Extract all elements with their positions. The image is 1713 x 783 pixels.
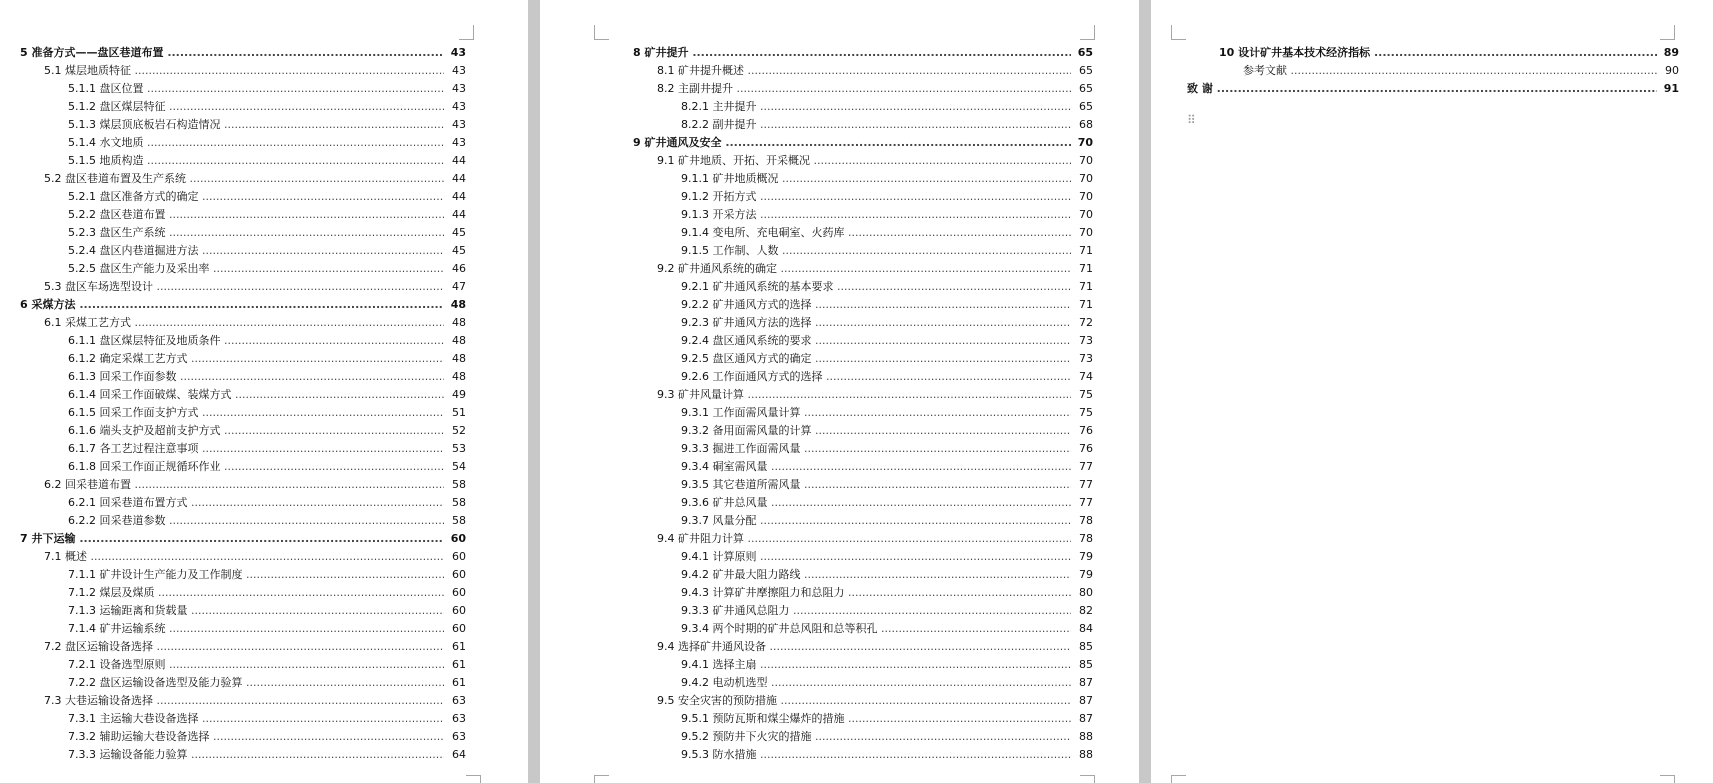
toc-entry-page-number: 87 — [1079, 676, 1093, 689]
toc-entry-page-number: 87 — [1079, 712, 1093, 725]
toc-entry-title: 9.2.6 工作面通风方式的选择 ..... — [681, 368, 1071, 386]
toc-entry[interactable] — [68, 440, 466, 458]
document-page-3 — [1151, 0, 1713, 783]
toc-entry-title: 9.3.7 风量分配 ..... — [681, 512, 1071, 530]
toc-entry-title: 9.1.1 矿井地质概况 ..... — [681, 170, 1071, 188]
toc-entry[interactable] — [44, 476, 466, 494]
toc-entry-title: 9.2 矿井通风系统的确定 ..... — [657, 260, 1071, 278]
toc-column-2 — [633, 44, 1093, 764]
toc-entry-page-number: 79 — [1079, 568, 1093, 581]
crop-mark — [1171, 775, 1186, 783]
toc-entry-page-number: 63 — [452, 730, 466, 743]
toc-entry-page-number: 49 — [452, 388, 466, 401]
toc-entry-page-number: 61 — [452, 640, 466, 653]
toc-entry[interactable] — [44, 170, 466, 188]
toc-entry-title: 9.4.2 矿井最大阻力路线 ..... — [681, 566, 1071, 584]
toc-entry-title: 9.1.2 开拓方式 ..... — [681, 188, 1071, 206]
toc-entry-page-number: 71 — [1079, 280, 1093, 293]
crop-mark — [459, 25, 474, 40]
toc-entry-page-number: 82 — [1079, 604, 1093, 617]
toc-entry[interactable] — [681, 476, 1093, 494]
toc-entry-page-number: 76 — [1079, 424, 1093, 437]
toc-entry-title: 6.1.8 回采工作面正规循环作业 ..... — [68, 458, 444, 476]
toc-entry[interactable] — [681, 728, 1093, 746]
toc-entry-title: 8.2.2 副井提升 ..... — [681, 116, 1071, 134]
toc-entry[interactable] — [681, 494, 1093, 512]
toc-entry-title: 9.5 安全灾害的预防措施 ..... — [657, 692, 1071, 710]
toc-entry[interactable] — [68, 206, 466, 224]
toc-entry-page-number: 71 — [1079, 298, 1093, 311]
toc-entry[interactable] — [20, 44, 466, 62]
toc-entry-title: 9.3.4 硐室需风量 ..... — [681, 458, 1071, 476]
toc-entry[interactable] — [68, 188, 466, 206]
toc-entry[interactable] — [1243, 62, 1679, 80]
toc-entry-page-number: 43 — [452, 64, 466, 77]
toc-entry[interactable] — [657, 638, 1093, 656]
toc-entry-page-number: 78 — [1079, 514, 1093, 527]
toc-entry-page-number: 48 — [452, 370, 466, 383]
toc-entry[interactable] — [68, 746, 466, 764]
toc-entry-title: 5.2.1 盘区准备方式的确定 ..... — [68, 188, 444, 206]
toc-entry-title: 9.2.2 矿井通风方式的选择 ..... — [681, 296, 1071, 314]
toc-entry-title: 5.3 盘区车场选型设计 ..... — [44, 278, 444, 296]
toc-entry-title: 9.3.1 工作面需风量计算 ..... — [681, 404, 1071, 422]
toc-entry[interactable] — [68, 260, 466, 278]
toc-entry[interactable] — [68, 728, 466, 746]
toc-entry[interactable] — [681, 242, 1093, 260]
toc-entry[interactable] — [44, 638, 466, 656]
toc-entry[interactable] — [681, 620, 1093, 638]
crop-mark — [594, 25, 609, 40]
toc-entry[interactable] — [68, 710, 466, 728]
toc-entry-title: 7 井下运输 ..... — [20, 530, 444, 548]
toc-entry-title: 9.4.1 选择主扇 ..... — [681, 656, 1071, 674]
toc-entry[interactable] — [681, 422, 1093, 440]
toc-entry-title: 5.1.3 煤层顶底板岩石构造情况 ..... — [68, 116, 444, 134]
toc-entry[interactable] — [657, 62, 1093, 80]
toc-entry-page-number: 91 — [1663, 82, 1679, 95]
toc-entry-title: 6 采煤方法 ..... — [20, 296, 444, 314]
toc-entry[interactable] — [681, 674, 1093, 692]
toc-entry-page-number: 44 — [452, 190, 466, 203]
toc-entry-page-number: 60 — [452, 604, 466, 617]
toc-entry-title: 9.3.2 备用面需风量的计算 ..... — [681, 422, 1071, 440]
toc-entry-page-number: 58 — [452, 496, 466, 509]
toc-entry-title: 9.3.3 矿井通风总阻力 ..... — [681, 602, 1071, 620]
toc-entry-title: 9.2.1 矿井通风系统的基本要求 ..... — [681, 278, 1071, 296]
toc-entry-page-number: 44 — [452, 208, 466, 221]
toc-entry[interactable] — [68, 134, 466, 152]
toc-entry-title: 7.3.3 运输设备能力验算 ..... — [68, 746, 444, 764]
toc-entry-page-number: 52 — [452, 424, 466, 437]
toc-entry-page-number: 78 — [1079, 532, 1093, 545]
toc-entry-title: 9.2.5 盘区通风方式的确定 ..... — [681, 350, 1071, 368]
toc-entry-title: 5.1.2 盘区煤层特征 ..... — [68, 98, 444, 116]
toc-entry[interactable] — [681, 296, 1093, 314]
toc-entry-title: 6.1.6 端头支护及超前支护方式 ..... — [68, 422, 444, 440]
toc-entry-title: 7.1.3 运输距离和货载量 ..... — [68, 602, 444, 620]
toc-entry[interactable] — [681, 458, 1093, 476]
toc-entry[interactable] — [44, 278, 466, 296]
toc-entry[interactable] — [68, 116, 466, 134]
crop-mark — [1171, 25, 1186, 40]
toc-entry-title: 6.2 回采巷道布置 ..... — [44, 476, 444, 494]
toc-entry-page-number: 48 — [452, 334, 466, 347]
toc-entry-page-number: 70 — [1079, 172, 1093, 185]
toc-entry-page-number: 60 — [452, 550, 466, 563]
toc-entry-page-number: 75 — [1079, 406, 1093, 419]
toc-entry-title: 9.4.1 计算原则 ..... — [681, 548, 1071, 566]
toc-entry-title: 10 设计矿井基本技术经济指标 ..... — [1219, 44, 1657, 62]
toc-entry-page-number: 46 — [452, 262, 466, 275]
toc-entry[interactable] — [681, 512, 1093, 530]
toc-entry-title: 5.2.4 盘区内巷道掘进方法 ..... — [68, 242, 444, 260]
toc-entry[interactable] — [68, 386, 466, 404]
toc-entry-title: 9.1.4 变电所、充电硐室、火药库 ..... — [681, 224, 1071, 242]
crop-mark — [1660, 775, 1675, 783]
toc-entry-title: 5.1.5 地质构造 ..... — [68, 152, 444, 170]
toc-entry-page-number: 77 — [1079, 460, 1093, 473]
toc-entry-page-number: 65 — [1079, 100, 1093, 113]
toc-entry-title: 7.1.2 煤层及煤质 ..... — [68, 584, 444, 602]
toc-entry-page-number: 84 — [1079, 622, 1093, 635]
toc-entry-page-number: 85 — [1079, 640, 1093, 653]
toc-entry-title: 9.2.4 盘区通风系统的要求 ..... — [681, 332, 1071, 350]
toc-entry-page-number: 75 — [1079, 388, 1093, 401]
toc-entry[interactable] — [681, 656, 1093, 674]
toc-entry-title: 9.3.4 两个时期的矿井总风阻和总等积孔 ..... — [681, 620, 1071, 638]
toc-entry-page-number: 60 — [450, 532, 466, 545]
toc-entry-title: 9.4.3 计算矿井摩擦阻力和总阻力 ..... — [681, 584, 1071, 602]
toc-entry-page-number: 88 — [1079, 730, 1093, 743]
toc-entry[interactable] — [68, 80, 466, 98]
toc-entry-page-number: 48 — [452, 316, 466, 329]
toc-entry-title: 5.1 煤层地质特征 ..... — [44, 62, 444, 80]
toc-entry-page-number: 63 — [452, 712, 466, 725]
toc-entry[interactable] — [68, 494, 466, 512]
toc-entry[interactable] — [68, 422, 466, 440]
toc-entry-title: 9.3 矿井风量计算 ..... — [657, 386, 1071, 404]
toc-entry-title: 5.2.5 盘区生产能力及采出率 ..... — [68, 260, 444, 278]
toc-entry-page-number: 64 — [452, 748, 466, 761]
drag-handle-icon[interactable]: ⠿ — [1187, 113, 1196, 127]
toc-entry[interactable] — [1219, 44, 1679, 62]
toc-entry-page-number: 77 — [1079, 496, 1093, 509]
toc-entry[interactable] — [68, 152, 466, 170]
toc-entry[interactable] — [68, 350, 466, 368]
toc-entry-title: 6.1 采煤工艺方式 ..... — [44, 314, 444, 332]
toc-entry-page-number: 73 — [1079, 352, 1093, 365]
toc-entry-title: 7.1 概述 ..... — [44, 548, 444, 566]
toc-entry-page-number: 54 — [452, 460, 466, 473]
toc-entry-title: 9.4 选择矿井通风设备 ..... — [657, 638, 1071, 656]
toc-entry-page-number: 70 — [1079, 208, 1093, 221]
toc-entry-page-number: 70 — [1079, 190, 1093, 203]
toc-entry-title: 6.1.2 确定采煤工艺方式 ..... — [68, 350, 444, 368]
toc-entry[interactable] — [68, 368, 466, 386]
toc-entry-title: 7.2 盘区运输设备选择 ..... — [44, 638, 444, 656]
toc-entry-page-number: 60 — [452, 586, 466, 599]
toc-entry[interactable] — [68, 602, 466, 620]
toc-entry-page-number: 70 — [1079, 154, 1093, 167]
toc-entry[interactable] — [681, 404, 1093, 422]
toc-entry[interactable] — [20, 296, 466, 314]
toc-entry-title: 9.3.3 掘进工作面需风量 ..... — [681, 440, 1071, 458]
toc-entry-page-number: 51 — [452, 406, 466, 419]
toc-entry-title: 8.2 主副井提升 ..... — [657, 80, 1071, 98]
toc-entry-title: 9.2.3 矿井通风方法的选择 ..... — [681, 314, 1071, 332]
toc-entry-title: 5 准备方式——盘区巷道布置 ..... — [20, 44, 444, 62]
toc-entry-page-number: 65 — [1079, 82, 1093, 95]
toc-entry[interactable] — [681, 314, 1093, 332]
toc-entry[interactable] — [68, 656, 466, 674]
toc-entry[interactable] — [657, 152, 1093, 170]
document-page-1 — [0, 0, 528, 783]
crop-mark — [1660, 25, 1675, 40]
toc-entry[interactable] — [44, 314, 466, 332]
toc-entry-page-number: 60 — [452, 568, 466, 581]
toc-entry-page-number: 77 — [1079, 478, 1093, 491]
toc-entry-page-number: 70 — [1079, 226, 1093, 239]
toc-entry-page-number: 58 — [452, 514, 466, 527]
toc-entry[interactable] — [68, 674, 466, 692]
toc-entry[interactable] — [20, 530, 466, 548]
toc-entry-title: 5.1.1 盘区位置 ..... — [68, 80, 444, 98]
toc-entry-title: 7.3.1 主运输大巷设备选择 ..... — [68, 710, 444, 728]
toc-entry-title: 9.4.2 电动机选型 ..... — [681, 674, 1071, 692]
toc-entry-page-number: 58 — [452, 478, 466, 491]
toc-entry[interactable] — [681, 188, 1093, 206]
toc-entry[interactable] — [681, 710, 1093, 728]
toc-entry-title: 5.2.3 盘区生产系统 ..... — [68, 224, 444, 242]
toc-entry-title: 7.3 大巷运输设备选择 ..... — [44, 692, 444, 710]
toc-entry-title: 9.4 矿井阻力计算 ..... — [657, 530, 1071, 548]
toc-entry-page-number: 43 — [452, 136, 466, 149]
toc-entry-page-number: 44 — [452, 172, 466, 185]
document-page-2 — [540, 0, 1139, 783]
toc-entry-title: 6.1.1 盘区煤层特征及地质条件 ..... — [68, 332, 444, 350]
toc-entry[interactable] — [68, 404, 466, 422]
toc-entry[interactable] — [681, 224, 1093, 242]
toc-entry-page-number: 90 — [1665, 64, 1679, 77]
toc-entry[interactable] — [68, 620, 466, 638]
toc-entry[interactable] — [681, 116, 1093, 134]
toc-entry-page-number: 88 — [1079, 748, 1093, 761]
toc-entry-title: 5.1.4 水文地质 ..... — [68, 134, 444, 152]
toc-column-1 — [20, 44, 466, 764]
toc-entry-page-number: 73 — [1079, 334, 1093, 347]
toc-entry-page-number: 89 — [1663, 46, 1679, 59]
toc-entry-page-number: 47 — [452, 280, 466, 293]
toc-entry-title: 6.1.4 回采工作面破煤、装煤方式 ..... — [68, 386, 444, 404]
toc-entry-title: 7.1.4 矿井运输系统 ..... — [68, 620, 444, 638]
toc-entry[interactable] — [681, 98, 1093, 116]
toc-entry-page-number: 48 — [452, 352, 466, 365]
toc-entry-page-number: 61 — [452, 676, 466, 689]
toc-entry-title: 9.3.5 其它巷道所需风量 ..... — [681, 476, 1071, 494]
toc-entry-page-number: 72 — [1079, 316, 1093, 329]
toc-entry-title: 7.3.2 辅助运输大巷设备选择 ..... — [68, 728, 444, 746]
toc-entry-page-number: 43 — [452, 82, 466, 95]
toc-entry-page-number: 80 — [1079, 586, 1093, 599]
toc-entry-page-number: 48 — [450, 298, 466, 311]
toc-entry-page-number: 87 — [1079, 694, 1093, 707]
toc-entry[interactable] — [681, 332, 1093, 350]
toc-entry-page-number: 44 — [452, 154, 466, 167]
toc-entry[interactable] — [68, 224, 466, 242]
toc-entry[interactable] — [681, 440, 1093, 458]
toc-entry[interactable] — [681, 602, 1093, 620]
toc-entry-page-number: 85 — [1079, 658, 1093, 671]
toc-entry[interactable] — [633, 134, 1093, 152]
toc-entry-page-number: 65 — [1077, 46, 1093, 59]
toc-entry-page-number: 60 — [452, 622, 466, 635]
toc-entry[interactable] — [657, 386, 1093, 404]
toc-entry[interactable] — [681, 206, 1093, 224]
toc-entry-title: 9.5.1 预防瓦斯和煤尘爆炸的措施 ..... — [681, 710, 1071, 728]
toc-entry-title: 6.2.2 回采巷道参数 ..... — [68, 512, 444, 530]
toc-entry[interactable] — [657, 692, 1093, 710]
toc-entry[interactable] — [681, 584, 1093, 602]
toc-entry-title: 5.2 盘区巷道布置及生产系统 ..... — [44, 170, 444, 188]
toc-entry-page-number: 71 — [1079, 262, 1093, 275]
toc-column-3 — [1187, 44, 1679, 98]
toc-entry[interactable] — [633, 44, 1093, 62]
toc-entry-title: 8.1 矿井提升概述 ..... — [657, 62, 1071, 80]
toc-entry-title: 9 矿井通风及安全 ..... — [633, 134, 1071, 152]
toc-entry[interactable] — [44, 548, 466, 566]
toc-entry[interactable] — [681, 746, 1093, 764]
toc-entry-title: 5.2.2 盘区巷道布置 ..... — [68, 206, 444, 224]
toc-entry-page-number: 65 — [1079, 64, 1093, 77]
toc-entry-title: 8.2.1 主井提升 ..... — [681, 98, 1071, 116]
toc-entry[interactable] — [68, 458, 466, 476]
toc-entry-title: 9.5.2 预防井下火灾的措施 ..... — [681, 728, 1071, 746]
toc-entry[interactable] — [681, 170, 1093, 188]
toc-entry[interactable] — [681, 566, 1093, 584]
toc-entry[interactable] — [68, 584, 466, 602]
toc-entry-title: 8 矿井提升 ..... — [633, 44, 1071, 62]
toc-entry-page-number: 74 — [1079, 370, 1093, 383]
toc-entry-title: 9.1.5 工作制、人数 ..... — [681, 242, 1071, 260]
toc-entry-page-number: 79 — [1079, 550, 1093, 563]
toc-entry-page-number: 53 — [452, 442, 466, 455]
toc-entry[interactable] — [657, 530, 1093, 548]
crop-mark — [594, 775, 609, 783]
toc-entry-page-number: 45 — [452, 226, 466, 239]
toc-entry-page-number: 45 — [452, 244, 466, 257]
toc-entry-page-number: 71 — [1079, 244, 1093, 257]
page-gap — [528, 0, 540, 783]
toc-entry-title: 6.2.1 回采巷道布置方式 ..... — [68, 494, 444, 512]
toc-entry-title: 9.5.3 防水措施 ..... — [681, 746, 1071, 764]
toc-entry-title: 参考文献 ..... — [1243, 62, 1657, 80]
toc-entry-page-number: 43 — [450, 46, 466, 59]
toc-entry-title: 7.1.1 矿井设计生产能力及工作制度 ..... — [68, 566, 444, 584]
toc-entry-page-number: 76 — [1079, 442, 1093, 455]
toc-entry[interactable] — [657, 80, 1093, 98]
toc-entry[interactable] — [657, 260, 1093, 278]
toc-entry-title: 7.2.2 盘区运输设备选型及能力验算 ..... — [68, 674, 444, 692]
crop-mark — [1080, 25, 1095, 40]
toc-entry[interactable] — [68, 98, 466, 116]
toc-entry[interactable] — [1187, 80, 1679, 98]
toc-entry[interactable] — [44, 692, 466, 710]
toc-entry-title: 9.1 矿井地质、开拓、开采概况 ..... — [657, 152, 1071, 170]
toc-entry[interactable] — [68, 242, 466, 260]
toc-entry-page-number: 68 — [1079, 118, 1093, 131]
toc-entry-title: 6.1.7 各工艺过程注意事项 ..... — [68, 440, 444, 458]
toc-entry-title: 6.1.3 回采工作面参数 ..... — [68, 368, 444, 386]
crop-mark — [1080, 775, 1095, 783]
toc-entry-title: 致 谢 ..... — [1187, 80, 1657, 98]
toc-entry-page-number: 61 — [452, 658, 466, 671]
toc-entry[interactable] — [681, 278, 1093, 296]
toc-entry[interactable] — [681, 368, 1093, 386]
toc-entry-title: 6.1.5 回采工作面支护方式 ..... — [68, 404, 444, 422]
toc-entry[interactable] — [681, 548, 1093, 566]
toc-entry[interactable] — [681, 350, 1093, 368]
toc-entry-title: 7.2.1 设备选型原则 ..... — [68, 656, 444, 674]
toc-entry[interactable] — [68, 566, 466, 584]
toc-entry-page-number: 63 — [452, 694, 466, 707]
toc-entry-page-number: 43 — [452, 100, 466, 113]
toc-entry-title: 9.3.6 矿井总风量 ..... — [681, 494, 1071, 512]
crop-mark — [466, 775, 481, 783]
toc-entry-page-number: 70 — [1077, 136, 1093, 149]
toc-entry[interactable] — [68, 512, 466, 530]
toc-entry-title: 9.1.3 开采方法 ..... — [681, 206, 1071, 224]
page-gap — [1139, 0, 1151, 783]
toc-entry[interactable] — [68, 332, 466, 350]
toc-entry[interactable] — [44, 62, 466, 80]
toc-entry-page-number: 43 — [452, 118, 466, 131]
